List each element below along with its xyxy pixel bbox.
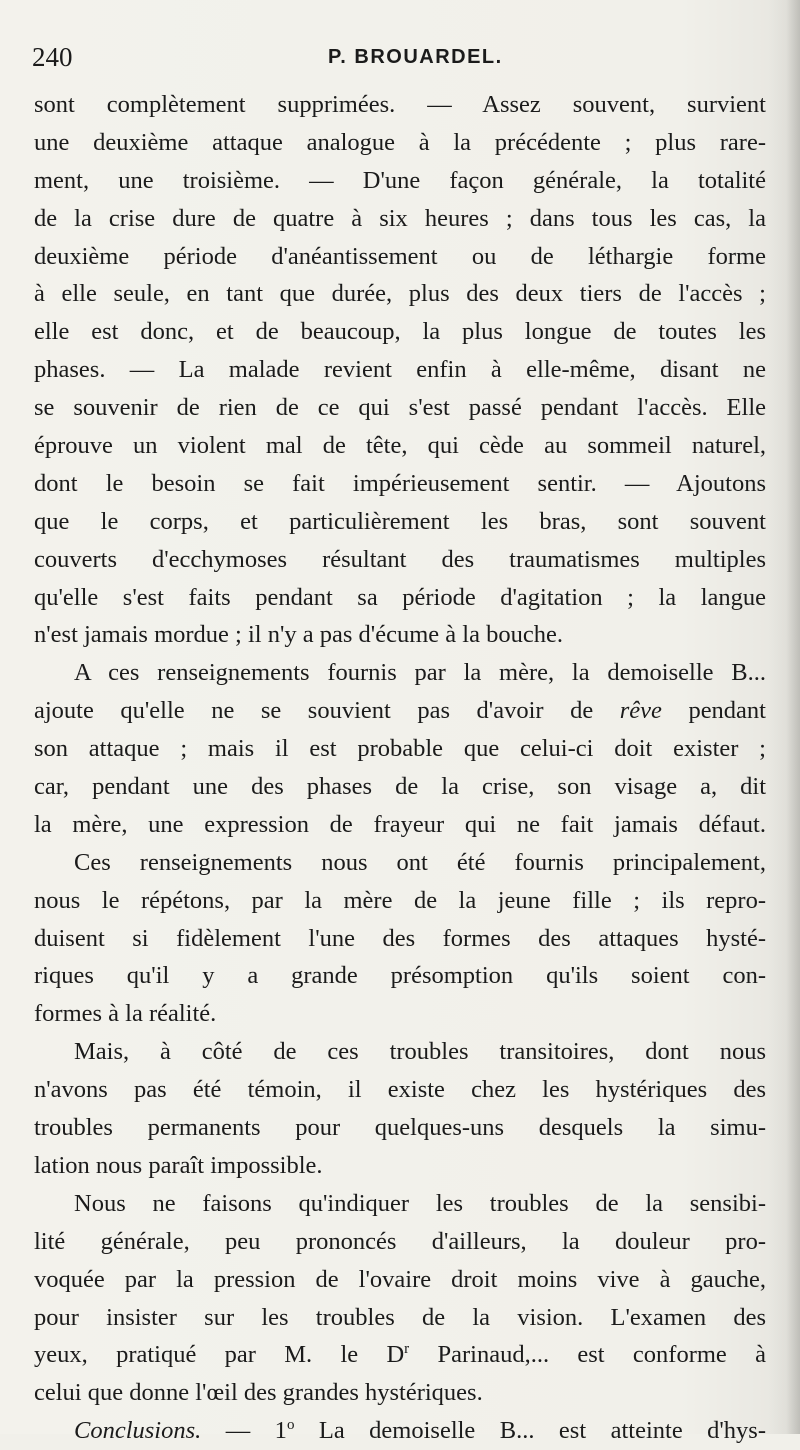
text-line: que le corps, et particulièrement les bras, sont souvent: [34, 507, 766, 535]
text-line: Mais, à côté de ces troubles transitoires, dont nous: [74, 1038, 766, 1066]
running-head: P. BROUARDEL.: [328, 46, 503, 68]
text-line: une deuxième attaque analogue à la précédente ; plus rare-: [34, 128, 766, 156]
text-line: duisent si fidèlement l'une des formes des attaques hysté-: [34, 924, 766, 952]
page-header: [32, 42, 762, 82]
text-line: pour insister sur les troubles de la vision. L'examen des: [34, 1303, 766, 1331]
text-line: Nous ne faisons qu'indiquer les troubles de la sensibi-: [74, 1189, 766, 1217]
text-line: voquée par la pression de l'ovaire droit moins vive à gauche,: [34, 1265, 766, 1293]
text-line: riques qu'il y a grande présomption qu'ils soient con-: [34, 962, 766, 990]
text-line: sont complètement supprimées. — Assez souvent, survient: [34, 91, 766, 118]
italic-word: rêve: [619, 697, 662, 725]
text-line: A ces renseignements fournis par la mère, la demoiselle B...: [74, 659, 766, 687]
text-line: lation nous paraît impossible.: [34, 1151, 323, 1179]
text-line: lité générale, peu prononcés d'ailleurs, la douleur pro-: [34, 1227, 766, 1255]
text-line: dont le besoin se fait impérieusement sentir. — Ajoutons: [34, 469, 766, 497]
text-line: [34, 1412, 766, 1450]
text-line: troubles permanents pour quelques-uns desquels la simu-: [34, 1114, 766, 1142]
text-segment: La demoiselle B... est atteinte d'hys-: [294, 1417, 766, 1445]
text-line: [34, 1336, 766, 1374]
page-number: 240: [32, 42, 73, 72]
text-line: la mère, une expression de frayeur qui ne fait jamais défaut.: [34, 810, 766, 838]
text-line: phases. — La malade revient enfin à elle-même, disant ne: [34, 356, 766, 384]
text-segment: pendant: [661, 697, 766, 725]
text-line: deuxième période d'anéantissement ou de léthargie forme: [34, 242, 766, 270]
text-line: celui que donne l'œil des grandes hystériques.: [34, 1379, 483, 1407]
text-line: car, pendant une des phases de la crise, son visage a, dit: [34, 773, 766, 801]
section-label-conclusions: Conclusions.: [74, 1417, 202, 1445]
text-line: éprouve un violent mal de tête, qui cède au sommeil naturel,: [34, 432, 766, 460]
text-line: elle est donc, et de beaucoup, la plus longue de toutes les: [34, 318, 766, 346]
text-line: son attaque ; mais il est probable que celui-ci doit exister ;: [34, 735, 766, 763]
text-line: de la crise dure de quatre à six heures ; dans tous les cas, la: [34, 204, 766, 232]
text-line: [34, 692, 766, 730]
text-line: à elle seule, en tant que durée, plus des deux tiers de l'accès ;: [34, 280, 766, 308]
text-line: se souvenir de rien de ce qui s'est passé pendant l'accès. Elle: [34, 394, 766, 422]
text-line: qu'elle s'est faits pendant sa période d'agitation ; la langue: [34, 583, 766, 611]
body-text: [34, 86, 766, 1450]
text-segment: yeux, pratiqué par M. le D: [34, 1341, 405, 1369]
text-line: n'est jamais mordue ; il n'y a pas d'écume à la bouche.: [34, 621, 563, 649]
text-line: n'avons pas été témoin, il existe chez les hystériques des: [34, 1076, 766, 1104]
text-line: couverts d'ecchymoses résultant des traumatismes multiples: [34, 545, 766, 573]
text-segment: — 1: [201, 1417, 287, 1445]
superscript: r: [404, 1341, 410, 1358]
text-line: ment, une troisième. — D'une façon générale, la totalité: [34, 166, 766, 194]
text-line: nous le répétons, par la mère de la jeune fille ; ils repro-: [34, 886, 766, 914]
text-line: formes à la réalité.: [34, 1000, 217, 1028]
page-edge-shadow: [786, 0, 800, 1434]
superscript: o: [286, 1417, 295, 1434]
text-line: Ces renseignements nous ont été fournis principalement,: [74, 848, 766, 876]
text-segment: Parinaud,... est conforme à: [409, 1341, 766, 1369]
text-segment: ajoute qu'elle ne se souvient pas d'avoir de: [34, 697, 620, 725]
